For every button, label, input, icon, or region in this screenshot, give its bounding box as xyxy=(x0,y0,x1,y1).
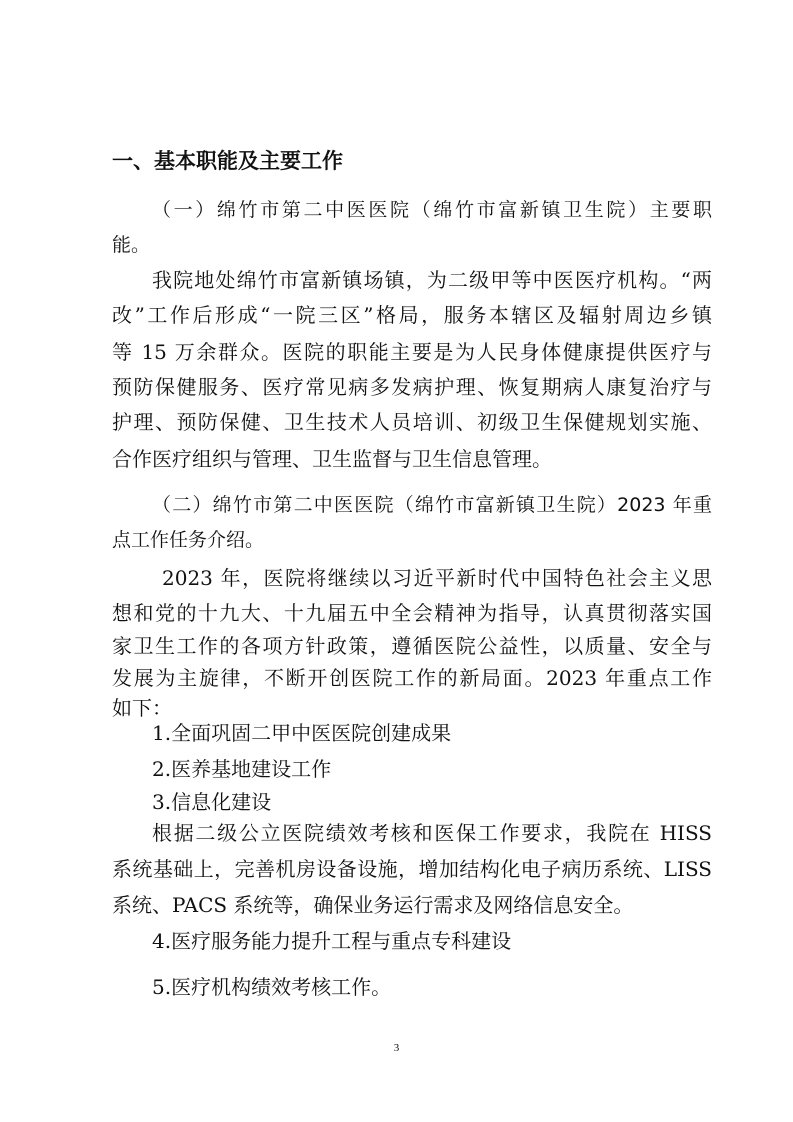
paragraph-2-line-1: 2023 年，医院将继续以习近平新时代中国特色社会主义思 xyxy=(162,566,712,590)
item-3-body-line-3: 系统、PACS 系统等，确保业务运行需求及网络信息安全。 xyxy=(112,893,634,917)
subsection-title-1-line-2: 能。 xyxy=(112,234,151,256)
subsection-title-2-line-2: 点工作任务介绍。 xyxy=(112,529,265,551)
item-3-body-line-1: 根据二级公立医院绩效考核和医保工作要求，我院在 HISS xyxy=(152,821,712,845)
paragraph-1-line-6: 合作医疗组织与管理、卫生监督与卫生信息管理。 xyxy=(112,447,552,471)
subsection-title-2-line-1: （二）绵竹市第二中医医院（绵竹市富新镇卫生院）2023 年重 xyxy=(152,494,712,516)
list-item-5: 5.医疗机构绩效考核工作。 xyxy=(152,975,392,999)
list-item-4: 4.医疗服务能力提升工程与重点专科建设 xyxy=(152,929,512,953)
subsection-title-1-line-1: （一）绵竹市第二中医医院（绵竹市富新镇卫生院）主要职 xyxy=(152,199,712,221)
list-item-3: 3.信息化建设 xyxy=(152,790,272,814)
page-number: 3 xyxy=(393,1042,400,1054)
item-3-body-line-2: 系统基础上，完善机房设备设施，增加结构化电子病历系统、LISS xyxy=(112,857,712,881)
section-heading: 一、基本职能及主要工作 xyxy=(112,149,343,173)
paragraph-2-line-5: 如下： xyxy=(112,696,172,720)
list-item-1: 1.全面巩固二甲中医医院创建成果 xyxy=(152,721,452,745)
paragraph-1-line-4: 预防保健服务、医疗常见病多发病护理、恢复期病人康复治疗与 xyxy=(112,375,712,399)
paragraph-2-line-4: 发展为主旋律，不断开创医院工作的新局面。2023 年重点工作 xyxy=(112,666,712,690)
paragraph-2-line-2: 想和党的十九大、十九届五中全会精神为指导，认真贯彻落实国 xyxy=(112,601,712,625)
paragraph-1-line-2: 改”工作后形成“一院三区”格局，服务本辖区及辐射周边乡镇 xyxy=(112,303,712,327)
paragraph-1-line-1: 我院地处绵竹市富新镇场镇，为二级甲等中医医疗机构。“两 xyxy=(152,268,712,292)
list-item-2: 2.医养基地建设工作 xyxy=(152,757,332,781)
paragraph-1-line-5: 护理、预防保健、卫生技术人员培训、初级卫生保健规划实施、 xyxy=(112,410,712,434)
paragraph-1-line-3: 等 15 万余群众。医院的职能主要是为人民身体健康提供医疗与 xyxy=(112,340,712,364)
paragraph-2-line-3: 家卫生工作的各项方针政策，遵循医院公益性，以质量、安全与 xyxy=(112,634,712,658)
